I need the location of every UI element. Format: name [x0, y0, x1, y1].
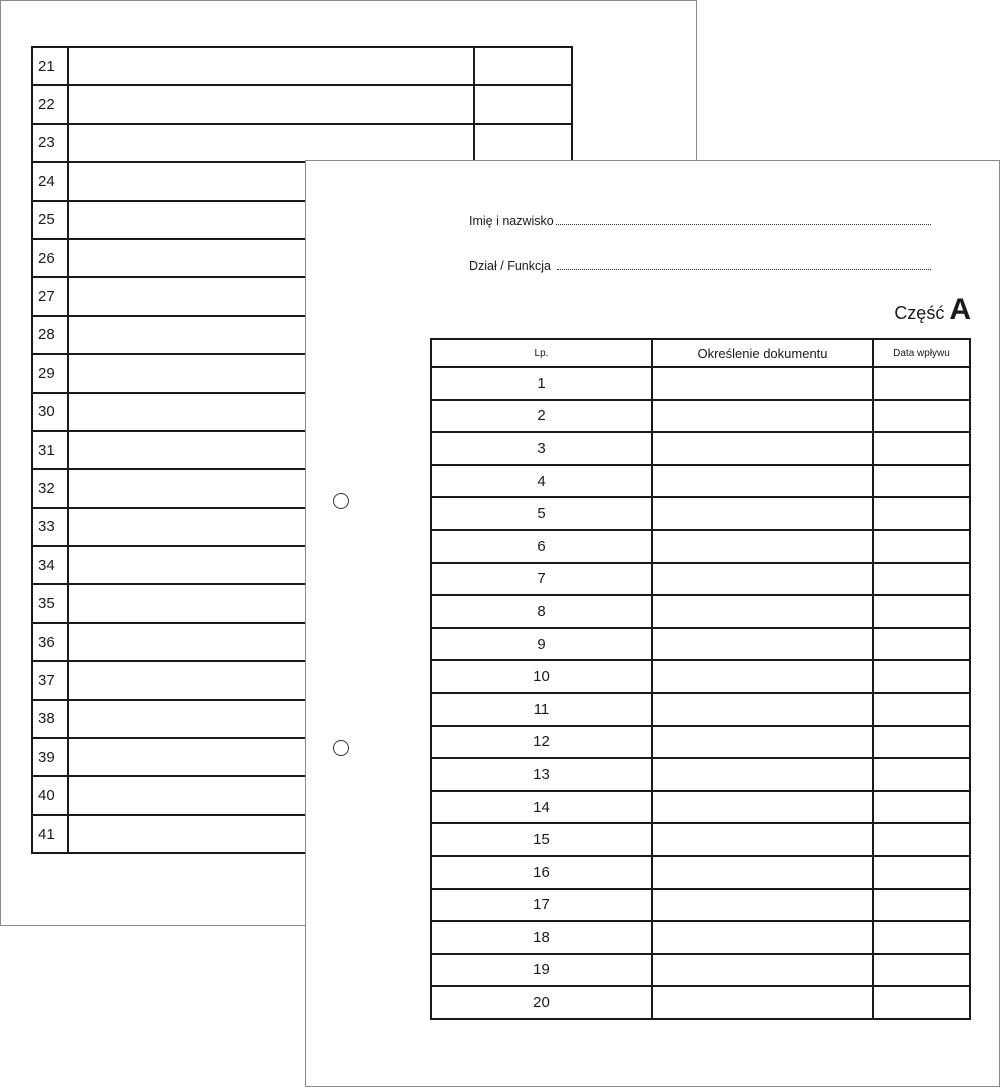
table-row — [431, 726, 970, 759]
row-number: 40 — [32, 776, 68, 814]
table-row — [431, 497, 970, 530]
description-cell[interactable] — [652, 628, 873, 661]
table-row — [431, 856, 970, 889]
header-lp: Lp. — [431, 339, 652, 367]
table-row — [431, 954, 970, 987]
date-cell[interactable] — [873, 563, 970, 596]
table-row — [431, 823, 970, 856]
row-number: 11 — [431, 693, 652, 726]
description-cell[interactable] — [68, 47, 474, 85]
description-cell[interactable] — [652, 595, 873, 628]
table-row — [32, 124, 572, 162]
part-letter: A — [949, 293, 971, 326]
table-row — [431, 660, 970, 693]
table-row — [431, 563, 970, 596]
punch-hole-top — [333, 493, 349, 509]
row-number: 2 — [431, 400, 652, 433]
date-cell[interactable] — [873, 693, 970, 726]
part-heading — [894, 293, 971, 327]
row-number: 14 — [431, 791, 652, 824]
description-cell[interactable] — [652, 693, 873, 726]
row-number: 6 — [431, 530, 652, 563]
row-number: 21 — [32, 47, 68, 85]
header-date: Data wpływu — [873, 339, 970, 367]
date-cell[interactable] — [873, 758, 970, 791]
description-cell[interactable] — [68, 124, 474, 162]
row-number: 24 — [32, 162, 68, 200]
front-document-table — [430, 338, 971, 1020]
row-number: 16 — [431, 856, 652, 889]
table-row — [431, 530, 970, 563]
part-word: Część — [894, 303, 945, 323]
date-cell[interactable] — [873, 791, 970, 824]
date-cell[interactable] — [873, 726, 970, 759]
description-cell[interactable] — [652, 856, 873, 889]
description-cell[interactable] — [652, 497, 873, 530]
table-row — [431, 432, 970, 465]
table-row — [32, 47, 572, 85]
date-cell[interactable] — [873, 595, 970, 628]
row-number: 37 — [32, 661, 68, 699]
row-number: 19 — [431, 954, 652, 987]
date-cell[interactable] — [873, 400, 970, 433]
date-cell[interactable] — [873, 367, 970, 400]
name-dotted-line — [556, 224, 931, 225]
description-cell[interactable] — [652, 889, 873, 922]
row-number: 17 — [431, 889, 652, 922]
date-cell[interactable] — [474, 47, 572, 85]
row-number: 33 — [32, 508, 68, 546]
row-number: 39 — [32, 738, 68, 776]
name-label: Imię i nazwisko — [469, 214, 554, 228]
table-row — [431, 889, 970, 922]
row-number: 9 — [431, 628, 652, 661]
description-cell[interactable] — [652, 921, 873, 954]
row-number: 23 — [32, 124, 68, 162]
description-cell[interactable] — [652, 367, 873, 400]
description-cell[interactable] — [652, 432, 873, 465]
table-row — [431, 921, 970, 954]
date-cell[interactable] — [873, 432, 970, 465]
row-number: 38 — [32, 700, 68, 738]
row-number: 13 — [431, 758, 652, 791]
row-number: 26 — [32, 239, 68, 277]
row-number: 20 — [431, 986, 652, 1019]
punch-hole-bottom — [333, 740, 349, 756]
row-number: 22 — [32, 85, 68, 123]
row-number: 12 — [431, 726, 652, 759]
table-header-row — [431, 339, 970, 367]
row-number: 29 — [32, 354, 68, 392]
description-cell[interactable] — [652, 530, 873, 563]
description-cell[interactable] — [652, 791, 873, 824]
row-number: 28 — [32, 316, 68, 354]
row-number: 35 — [32, 584, 68, 622]
row-number: 18 — [431, 921, 652, 954]
row-number: 3 — [431, 432, 652, 465]
description-cell[interactable] — [652, 660, 873, 693]
row-number: 41 — [32, 815, 68, 853]
name-field[interactable] — [469, 214, 931, 228]
department-field[interactable] — [469, 259, 931, 273]
date-cell[interactable] — [474, 85, 572, 123]
table-row — [431, 595, 970, 628]
front-sheet — [305, 160, 1000, 1087]
row-number: 27 — [32, 277, 68, 315]
date-cell[interactable] — [873, 497, 970, 530]
description-cell[interactable] — [652, 758, 873, 791]
row-number: 8 — [431, 595, 652, 628]
date-cell[interactable] — [873, 628, 970, 661]
header-description: Określenie dokumentu — [652, 339, 873, 367]
date-cell[interactable] — [873, 823, 970, 856]
table-row — [431, 758, 970, 791]
description-cell[interactable] — [68, 85, 474, 123]
table-row — [431, 400, 970, 433]
date-cell[interactable] — [873, 954, 970, 987]
row-number: 32 — [32, 469, 68, 507]
date-cell[interactable] — [474, 124, 572, 162]
date-cell[interactable] — [873, 465, 970, 498]
row-number: 36 — [32, 623, 68, 661]
table-row — [32, 85, 572, 123]
row-number: 7 — [431, 563, 652, 596]
row-number: 4 — [431, 465, 652, 498]
date-cell[interactable] — [873, 530, 970, 563]
table-row — [431, 693, 970, 726]
description-cell[interactable] — [652, 465, 873, 498]
description-cell[interactable] — [652, 954, 873, 987]
table-row — [431, 791, 970, 824]
date-cell[interactable] — [873, 660, 970, 693]
row-number: 15 — [431, 823, 652, 856]
date-cell[interactable] — [873, 921, 970, 954]
table-row — [431, 465, 970, 498]
row-number: 5 — [431, 497, 652, 530]
date-cell[interactable] — [873, 986, 970, 1019]
row-number: 10 — [431, 660, 652, 693]
row-number: 25 — [32, 201, 68, 239]
date-cell[interactable] — [873, 889, 970, 922]
table-row — [431, 986, 970, 1019]
department-label: Dział / Funkcja — [469, 259, 551, 273]
department-dotted-line — [557, 269, 931, 270]
description-cell[interactable] — [652, 563, 873, 596]
description-cell[interactable] — [652, 726, 873, 759]
row-number: 1 — [431, 367, 652, 400]
date-cell[interactable] — [873, 856, 970, 889]
description-cell[interactable] — [652, 823, 873, 856]
row-number: 30 — [32, 393, 68, 431]
description-cell[interactable] — [652, 400, 873, 433]
description-cell[interactable] — [652, 986, 873, 1019]
table-row — [431, 628, 970, 661]
row-number: 31 — [32, 431, 68, 469]
row-number: 34 — [32, 546, 68, 584]
table-row — [431, 367, 970, 400]
